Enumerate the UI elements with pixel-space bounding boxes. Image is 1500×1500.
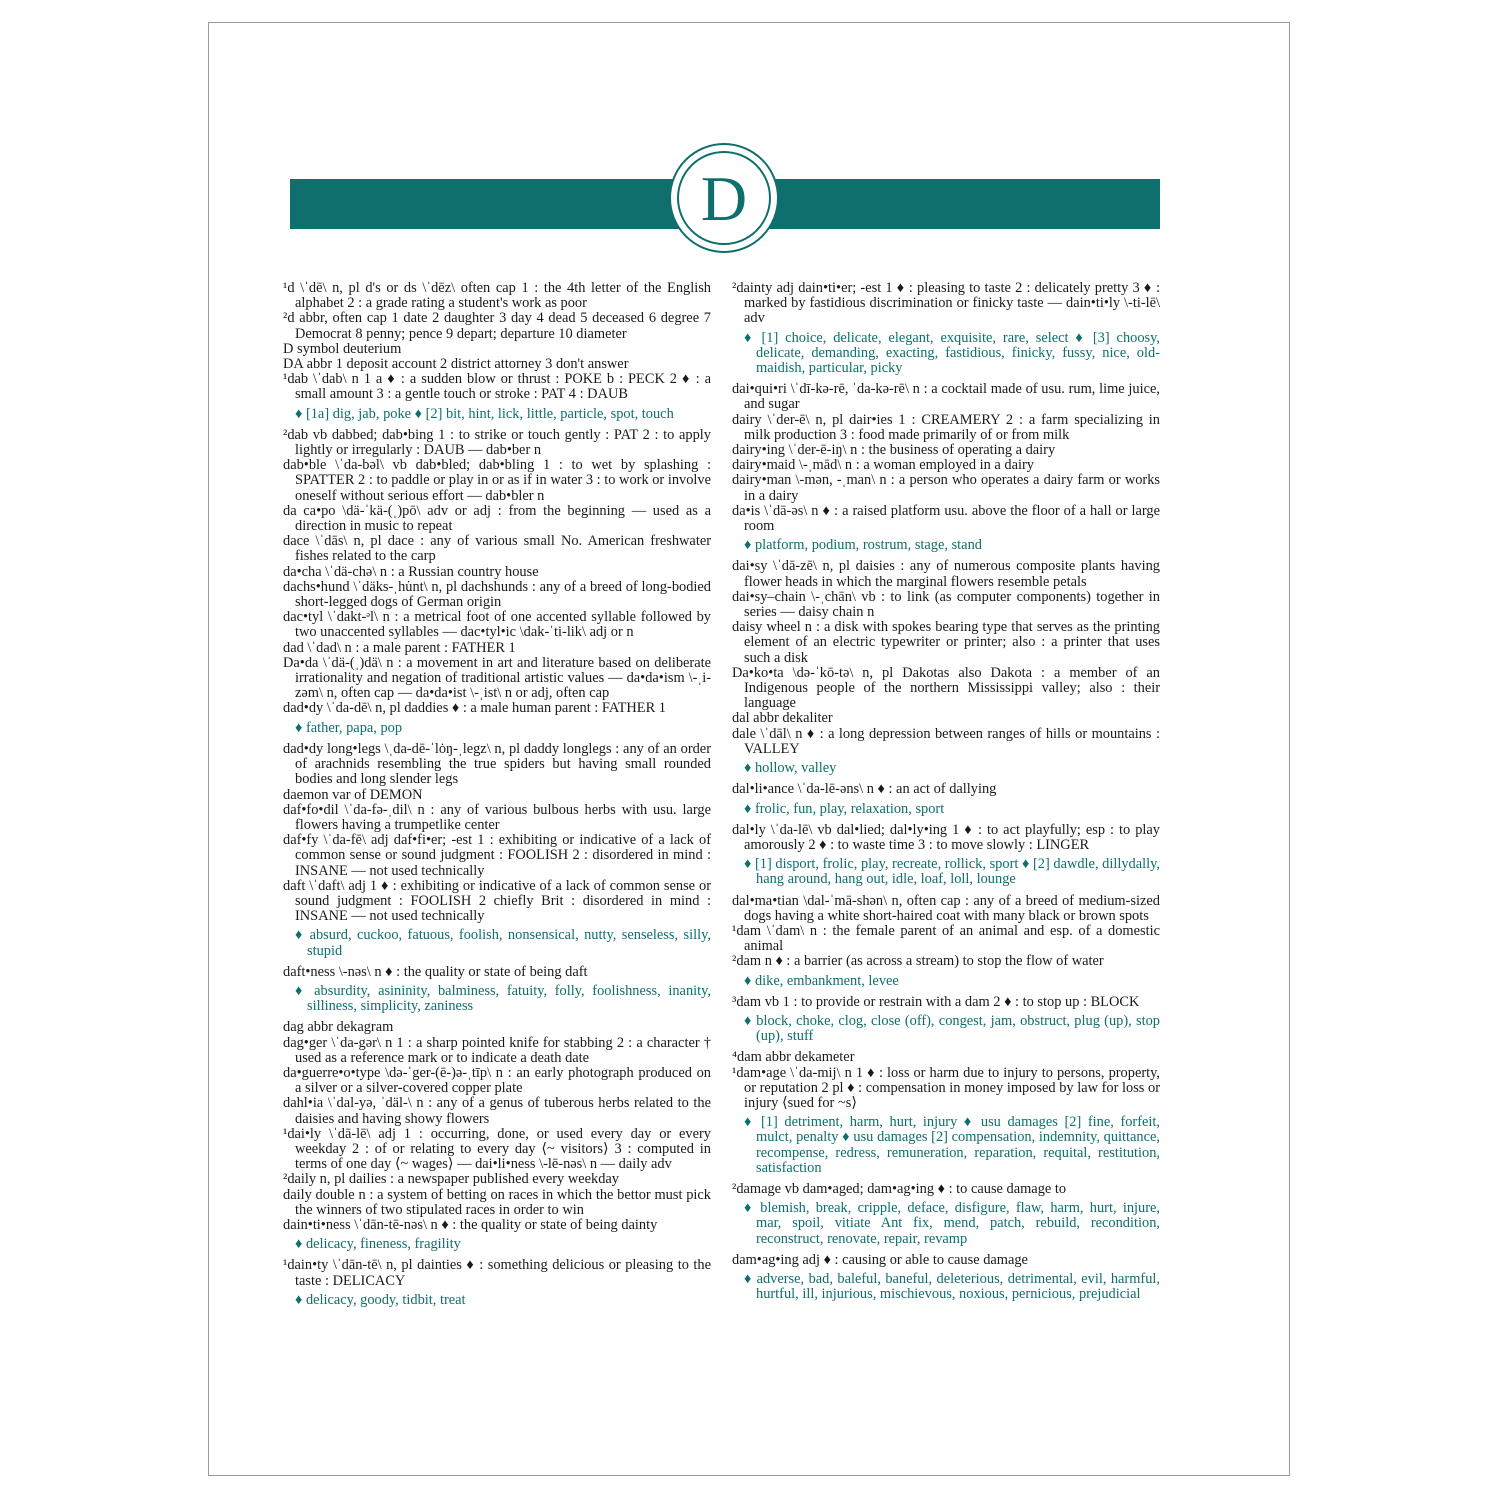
right-column <box>732 281 1160 1308</box>
dictionary-entry: DA abbr 1 deposit account 2 district attorney 3 don't answer <box>283 356 629 373</box>
dictionary-entry: dab•ble \ˈda-bəl\ vb dab•bled; dab•bling 1 : to wet by splashing : SPATTER 2 : to paddle or play in or as if in water 3 : to work or involve oneself without serious effort — dab•bler n <box>283 457 711 504</box>
dictionary-entry: dace \ˈdās\ n, pl dace : any of various small No. American freshwater fishes related to the carp <box>283 533 711 565</box>
synonym-paragraph: ♦ [1] disport, frolic, play, recreate, rollick, sport ♦ [2] dawdle, dillydally, hang around, hang out, idle, loaf, loll, lounge <box>744 856 1160 888</box>
dictionary-entry: dale \ˈdāl\ n ♦ : a long depression between ranges of hills or mountains : VALLEY <box>732 725 1160 757</box>
letter-seal <box>669 143 779 253</box>
dictionary-entry: da ca•po \dä-ˈkä-(ˌ)pō\ adv or adj : from the beginning — used as a direction in music to repeat <box>283 502 711 535</box>
synonym-paragraph: ♦ father, papa, pop <box>295 719 403 736</box>
dictionary-entry: ⁴dam abbr dekameter <box>732 1049 855 1066</box>
dictionary-entry: dal abbr dekaliter <box>732 710 833 727</box>
dictionary-entry: dad \ˈdad\ n : a male parent : FATHER 1 <box>283 639 516 656</box>
dictionary-entry: dal•ma•tian \dal-ˈmā-shən\ n, often cap : any of a breed of medium-sized dogs having a white short-haired coat with many black or brown spots <box>732 892 1160 924</box>
synonym-paragraph: ♦ [1a] dig, jab, poke ♦ [2] bit, hint, lick, little, particle, spot, touch <box>295 405 674 422</box>
dictionary-entry: ²dam n ♦ : a barrier (as across a stream) to stop the flow of water <box>732 953 1104 970</box>
dictionary-entry: dai•sy–chain \-ˌchān\ vb : to link (as computer components) together in series — daisy chain n <box>732 588 1160 621</box>
dictionary-entry: dairy•maid \-ˌmād\ n : a woman employed in a dairy <box>732 457 1034 474</box>
synonym-paragraph: ♦ [1] choice, delicate, elegant, exquisite, rare, select ♦ [3] choosy, delicate, demanding, exacting, fastidious, finicky, fussy, nice, old-maidish, particular, picky <box>744 329 1160 377</box>
dictionary-entry: da•cha \ˈdä-chə\ n : a Russian country house <box>283 563 539 580</box>
dictionary-entry: ³dam vb 1 : to provide or restrain with a dam 2 ♦ : to stop up : BLOCK <box>732 993 1140 1010</box>
dictionary-entry: ²dab vb dabbed; dab•bing 1 : to strike or touch gently : PAT 2 : to apply lightly or irregularly : DAUB — dab•ber n <box>283 426 711 459</box>
synonym-paragraph: ♦ blemish, break, cripple, deface, disfigure, flaw, harm, hurt, injure, mar, spoil, vitiate Ant fix, mend, patch, rebuild, recondition, reconstruct, renovate, repair, revamp <box>744 1200 1160 1247</box>
synonym-paragraph: ♦ delicacy, fineness, fragility <box>295 1236 461 1253</box>
dictionary-entry: D symbol deuterium <box>283 340 402 357</box>
dictionary-entry: daf•fy \ˈda-fē\ adj daf•fi•er; -est 1 : exhibiting or indicative of a lack of common sense or sound judgment : FOOLISH 2 : disordered in mind : INSANE — not used technically <box>283 832 711 879</box>
dictionary-entry: ²daily n, pl dailies : a newspaper published every weekday <box>283 1171 619 1188</box>
dictionary-entry: daft \ˈdaft\ adj 1 ♦ : exhibiting or indicative of a lack of common sense or sound judgment : FOOLISH 2 chiefly Brit : disordered in mind : INSANE — not used technically <box>283 877 711 925</box>
section-letter: D <box>700 163 748 234</box>
synonym-paragraph: ♦ block, choke, clog, close (off), congest, jam, obstruct, plug (up), stop (up), stuff <box>744 1012 1160 1045</box>
dictionary-entry: dairy•ing \ˈder-ē-iŋ\ n : the business of operating a dairy <box>732 442 1056 459</box>
dictionary-entry: dachs•hund \ˈdäks-ˌhu̇nt\ n, pl dachshunds : any of a breed of long-bodied short-legged dogs of German origin <box>283 578 711 611</box>
synonym-paragraph: ♦ platform, podium, rostrum, stage, stand <box>744 537 982 554</box>
dictionary-entry: dag abbr dekagram <box>283 1019 394 1036</box>
synonym-paragraph: ♦ delicacy, goody, tidbit, treat <box>295 1291 466 1308</box>
left-column <box>283 281 711 1314</box>
dictionary-entry: Da•ko•ta \də-ˈkō-tə\ n, pl Dakotas also Dakota : a member of an Indigenous people of the northern Mississippi valley; also : their language <box>732 664 1160 712</box>
dictionary-entry: ²damage vb dam•aged; dam•ag•ing ♦ : to cause damage to <box>732 1180 1067 1197</box>
dictionary-entry: ²dainty adj dain•ti•er; -est 1 ♦ : pleasing to taste 2 : delicately pretty 3 ♦ : marked by fastidious discrimination or finicky taste — dain•ti•ly \-ti-lē\ adv <box>732 280 1160 327</box>
synonym-paragraph: ♦ hollow, valley <box>744 760 837 777</box>
dictionary-entry: da•guerre•o•type \də-ˈger-(ē-)ə-ˌtīp\ n : an early photograph produced on a silver or a silver-covered copper plate <box>283 1064 711 1097</box>
dictionary-entry: dahl•ia \ˈdal-yə, ˈdäl-\ n : any of a genus of tuberous herbs related to the daisies and having showy flowers <box>283 1095 711 1127</box>
dictionary-entry: dai•sy \ˈdā-zē\ n, pl daisies : any of numerous composite plants having flower heads in which the marginal flowers resemble petals <box>732 558 1160 590</box>
dictionary-entry: da•is \ˈdā-əs\ n ♦ : a raised platform usu. above the floor of a hall or large room <box>732 502 1160 535</box>
dictionary-entry: dad•dy \ˈda-dē\ n, pl daddies ♦ : a male human parent : FATHER 1 <box>283 700 666 717</box>
dictionary-entry: dal•li•ance \ˈda-lē-əns\ n ♦ : an act of dallying <box>732 781 997 798</box>
dictionary-entry: dag•ger \ˈda-gər\ n 1 : a sharp pointed knife for stabbing 2 : a character † used as a reference mark or to indicate a death date <box>283 1034 711 1066</box>
dictionary-entry: ¹dam•age \ˈda-mij\ n 1 ♦ : loss or harm due to injury to persons, property, or reputation 2 pl ♦ : compensation in money imposed by law for loss or injury ⟨sued for ~s⟩ <box>732 1064 1160 1111</box>
dictionary-entry: dam•ag•ing adj ♦ : causing or able to cause damage <box>732 1251 1028 1268</box>
synonym-paragraph: ♦ absurd, cuckoo, fatuous, foolish, nonsensical, nutty, senseless, silly, stupid <box>295 927 711 959</box>
dictionary-entry: ²d abbr, often cap 1 date 2 daughter 3 day 4 dead 5 deceased 6 degree 7 Democrat 8 penny; pence 9 depart; departure 10 diameter <box>283 310 711 342</box>
dictionary-entry: dai•qui•ri \ˈdī-kə-rē, ˈda-kə-rē\ n : a cocktail made of usu. rum, lime juice, and sugar <box>732 381 1160 413</box>
dictionary-entry: dal•ly \ˈda-lē\ vb dal•lied; dal•ly•ing 1 ♦ : to act playfully; esp : to play amorously 2 ♦ : to waste time 3 : to move slowly : LINGER <box>732 821 1160 853</box>
dictionary-entry: ¹d \ˈdē\ n, pl d's or ds \ˈdēz\ often cap 1 : the 4th letter of the English alphabet 2 : a grade rating a student's work as poor <box>283 280 711 312</box>
dictionary-entry: dain•ti•ness \ˈdān-tē-nəs\ n ♦ : the quality or state of being dainty <box>283 1216 658 1233</box>
dictionary-entry: dairy \ˈder-ē\ n, pl dair•ies 1 : CREAMERY 2 : a farm specializing in milk production 3 : food made primarily of or from milk <box>732 411 1160 443</box>
synonym-paragraph: ♦ dike, embankment, levee <box>744 972 899 989</box>
dictionary-entry: ¹dab \ˈdab\ n 1 a ♦ : a sudden blow or thrust : POKE b : PECK 2 ♦ : a small amount 3 : a gentle touch or stroke : PAT 4 : DAUB <box>283 371 711 403</box>
dictionary-page <box>208 22 1290 1476</box>
synonym-paragraph: ♦ frolic, fun, play, relaxation, sport <box>744 800 945 817</box>
dictionary-entry: dad•dy long•legs \ˌda-dē-ˈlȯŋ-ˌlegz\ n, pl daddy longlegs : any of an order of arachnids resembling the true spiders but having small rounded bodies and long slender legs <box>283 740 711 788</box>
synonym-paragraph: ♦ absurdity, asininity, balminess, fatuity, folly, foolishness, inanity, silliness, simplicity, zaniness <box>295 982 711 1015</box>
dictionary-entry: ¹dam \ˈdam\ n : the female parent of an animal and esp. of a domestic animal <box>732 922 1160 955</box>
dictionary-entry: ¹dain•ty \ˈdān-tē\ n, pl dainties ♦ : something delicious or pleasing to the taste : DELICACY <box>283 1257 711 1289</box>
dictionary-entry: daemon var of DEMON <box>283 786 423 803</box>
synonym-paragraph: ♦ adverse, bad, baleful, baneful, deleterious, detrimental, evil, harmful, hurtful, ill, injurious, mischievous, noxious, pernicious, prejudicial <box>744 1270 1160 1303</box>
dictionary-entry: Da•da \ˈdä-(ˌ)dä\ n : a movement in art and literature based on deliberate irrationality and negation of traditional artistic values — da•da•ism \-ˌi-zəm\ n, often cap — da•da•ist \-ˌist\ n or adj, often cap <box>283 654 711 702</box>
synonym-paragraph: ♦ [1] detriment, harm, hurt, injury ♦ usu damages [2] fine, forfeit, mulct, penalty ♦ usu damages [2] compensation, indemnity, quittance, recompense, redress, remuneration, reparation, requital, restitution, satisfaction <box>744 1114 1160 1176</box>
dictionary-entry: daisy wheel n : a disk with spokes bearing type that serves as the printing element of an electric typewriter or printer; also : a printer that uses such a disk <box>732 619 1160 666</box>
dictionary-entry: dac•tyl \ˈdakt-ᵊl\ n : a metrical foot of one accented syllable followed by two unaccented syllables — dac•tyl•ic \dak-ˈti-lik\ adj or n <box>283 609 711 641</box>
letter-seal-inner <box>677 151 771 245</box>
dictionary-entry: daf•fo•dil \ˈda-fə-ˌdil\ n : any of various bulbous herbs with usu. large flowers having a trumpetlike center <box>283 801 711 833</box>
dictionary-entry: daily double n : a system of betting on races in which the bettor must pick the winners of two stipulated races in order to win <box>283 1186 711 1218</box>
dictionary-entry: daft•ness \-nəs\ n ♦ : the quality or state of being daft <box>283 963 588 980</box>
dictionary-entry: ¹dai•ly \ˈdā-lē\ adj 1 : occurring, done, or used every day or every weekday 2 : of or relating to every day ⟨~ visitors⟩ 3 : computed in terms of one day ⟨~ wages⟩ — dai•li•ness \-lē-nəs\ n — daily adv <box>283 1125 711 1173</box>
dictionary-entry: dairy•man \-mən, -ˌman\ n : a person who operates a dairy farm or works in a dairy <box>732 472 1160 504</box>
